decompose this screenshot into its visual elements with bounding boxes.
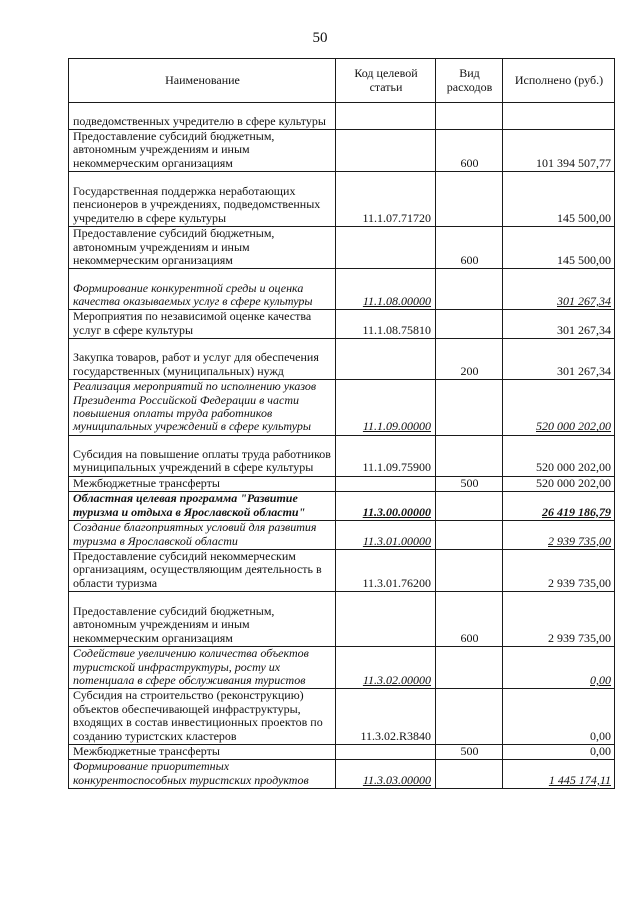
row-name-cell: Содействие увеличению количества объектов туристской инфраструктуры, росту их потенциала в сфере обслуживания туристов: [69, 647, 336, 689]
table-row: [69, 592, 615, 647]
table-row: [69, 103, 615, 130]
row-type-cell: 600: [436, 592, 503, 647]
row-amount-cell: 1 445 174,11: [503, 760, 615, 789]
row-name-cell: Предоставление субсидий некоммерческим организациям, осуществляющим деятельность в области туризма: [69, 549, 336, 591]
header-name: Наименование: [69, 59, 336, 103]
row-name-cell: Субсидия на повышение оплаты труда работников муниципальных учреждений в сфере культуры: [69, 435, 336, 476]
row-name-cell: Предоставление субсидий бюджетным, автономным учреждениям и иным некоммерческим организациям: [69, 592, 336, 647]
row-amount-cell: 520 000 202,00: [503, 476, 615, 491]
header-code: Код целевой статьи: [336, 59, 436, 103]
row-code-cell: 11.3.01.76200: [336, 549, 436, 591]
row-code-cell: [336, 744, 436, 759]
table-row: [69, 310, 615, 339]
row-amount-cell: 2 939 735,00: [503, 521, 615, 550]
row-name-cell: Реализация мероприятий по исполнению указов Президента Российской Федерации в части повышения оплаты труда работников муниципальных учреждений в сфере культуры: [69, 380, 336, 436]
row-code-cell: 11.1.08.75810: [336, 310, 436, 339]
row-name-cell: Закупка товаров, работ и услуг для обеспечения государственных (муниципальных) нужд: [69, 339, 336, 380]
row-type-cell: [436, 172, 503, 227]
row-type-cell: 200: [436, 339, 503, 380]
row-code-cell: [336, 592, 436, 647]
row-amount-cell: 101 394 507,77: [503, 130, 615, 172]
row-amount-cell: 26 419 186,79: [503, 492, 615, 521]
row-name-cell: Межбюджетные трансферты: [69, 744, 336, 759]
row-amount-cell: 2 939 735,00: [503, 592, 615, 647]
row-name-cell: Предоставление субсидий бюджетным, автономным учреждениям и иным некоммерческим организациям: [69, 130, 336, 172]
row-type-cell: 600: [436, 227, 503, 269]
row-code-cell: 11.3.02.00000: [336, 647, 436, 689]
table-row: [69, 435, 615, 476]
row-code-cell: 11.3.02.R3840: [336, 689, 436, 745]
row-name-cell: Государственная поддержка неработающих пенсионеров в учреждениях, подведомственных учредителю в сфере культуры: [69, 172, 336, 227]
row-type-cell: [436, 103, 503, 130]
row-code-cell: 11.1.09.00000: [336, 380, 436, 436]
table-row: [69, 476, 615, 491]
row-code-cell: 11.3.00.00000: [336, 492, 436, 521]
row-name-cell: Создание благоприятных условий для развития туризма в Ярославской области: [69, 521, 336, 550]
row-type-cell: 500: [436, 744, 503, 759]
row-name-cell: Мероприятия по независимой оценке качества услуг в сфере культуры: [69, 310, 336, 339]
row-amount-cell: 301 267,34: [503, 269, 615, 310]
row-code-cell: 11.1.08.00000: [336, 269, 436, 310]
table-row: [69, 492, 615, 521]
table-row: [69, 647, 615, 689]
row-type-cell: [436, 760, 503, 789]
page-number: 50: [312, 30, 328, 46]
row-code-cell: [336, 339, 436, 380]
table-row: [69, 521, 615, 550]
row-name-cell: подведомственных учредителю в сфере культуры: [69, 103, 336, 130]
row-amount-cell: 145 500,00: [503, 227, 615, 269]
row-amount-cell: 0,00: [503, 689, 615, 745]
table-row: [69, 689, 615, 745]
row-code-cell: [336, 130, 436, 172]
table-header-row: [69, 59, 615, 103]
table-row: [69, 227, 615, 269]
row-code-cell: 11.1.07.71720: [336, 172, 436, 227]
row-type-cell: [436, 647, 503, 689]
row-type-cell: [436, 549, 503, 591]
row-amount-cell: 520 000 202,00: [503, 435, 615, 476]
row-type-cell: 600: [436, 130, 503, 172]
row-amount-cell: 301 267,34: [503, 310, 615, 339]
row-code-cell: 11.3.01.00000: [336, 521, 436, 550]
table-row: [69, 172, 615, 227]
row-amount-cell: 2 939 735,00: [503, 549, 615, 591]
table-row: [69, 130, 615, 172]
table-row: [69, 760, 615, 789]
row-type-cell: 500: [436, 476, 503, 491]
row-amount-cell: [503, 103, 615, 130]
row-name-cell: Субсидия на строительство (реконструкцию) объектов обеспечивающей инфраструктуры, входящих в состав инвестиционных проектов по созданию туристских кластеров: [69, 689, 336, 745]
row-type-cell: [436, 521, 503, 550]
row-code-cell: [336, 476, 436, 491]
row-name-cell: Формирование приоритетных конкурентоспособных туристских продуктов: [69, 760, 336, 789]
row-type-cell: [436, 689, 503, 745]
table-body: [69, 103, 615, 789]
row-type-cell: [436, 380, 503, 436]
row-amount-cell: 301 267,34: [503, 339, 615, 380]
row-code-cell: 11.3.03.00000: [336, 760, 436, 789]
row-name-cell: Формирование конкурентной среды и оценка качества оказываемых услуг в сфере культуры: [69, 269, 336, 310]
table-row: [69, 549, 615, 591]
row-type-cell: [436, 435, 503, 476]
row-code-cell: [336, 227, 436, 269]
table-row: [69, 744, 615, 759]
header-amount: Исполнено (руб.): [503, 59, 615, 103]
row-code-cell: [336, 103, 436, 130]
row-amount-cell: 0,00: [503, 647, 615, 689]
row-name-cell: Межбюджетные трансферты: [69, 476, 336, 491]
row-name-cell: Областная целевая программа "Развитие туризма и отдыха в Ярославской области": [69, 492, 336, 521]
table-row: [69, 269, 615, 310]
table-row: [69, 339, 615, 380]
row-code-cell: 11.1.09.75900: [336, 435, 436, 476]
header-type: Вид расходов: [436, 59, 503, 103]
budget-execution-table: [68, 58, 615, 789]
table-row: [69, 380, 615, 436]
row-type-cell: [436, 310, 503, 339]
row-amount-cell: 145 500,00: [503, 172, 615, 227]
row-type-cell: [436, 492, 503, 521]
row-amount-cell: 520 000 202,00: [503, 380, 615, 436]
row-type-cell: [436, 269, 503, 310]
row-amount-cell: 0,00: [503, 744, 615, 759]
row-name-cell: Предоставление субсидий бюджетным, автономным учреждениям и иным некоммерческим организациям: [69, 227, 336, 269]
